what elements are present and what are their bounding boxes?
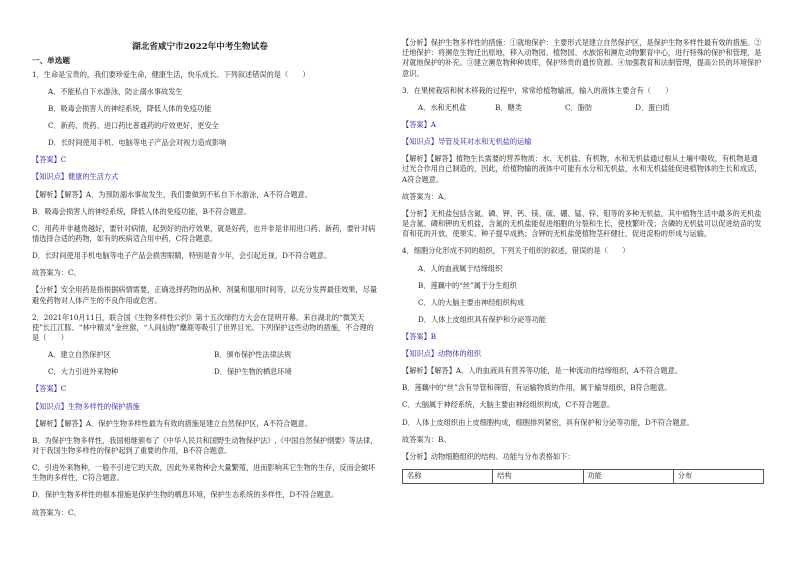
paragraph: 【答案】C — [32, 384, 67, 394]
table-header-cell: 名称 — [403, 469, 493, 483]
paragraph: 【解析】【解答】植物生长需要的营养物质：水、无机盐、有机物，水和无机盐通过根从土壤中吸收，有机物是通过光合作用自己制造的，因此，给植物输的液体中可能有水分和无机盐，水和无机盐能促进植物体的生长和成活，A符合题意。 — [402, 154, 762, 184]
option-label: C．大力引进外来物种 — [48, 367, 119, 377]
paragraph: D．人体上皮组织由上皮细胞构成，细胞排列紧密，具有保护和分泌等功能，D不符合题意。 — [402, 417, 694, 427]
paragraph: 【分析】无机盐包括含氮、磷、钾、钙、镁、硫、硼、锰、锌、钼等的多种无机盐，其中植物生活中最多的无机盐是含氮、磷和钾的无机盐，含氮的无机盐能促进细胞的分裂和生长，使枝繁叶茂；含磷的无机盐可以促进幼苗的发育和花的开放，使果实、种子提早成熟；含钾的无机盐使植物茎秆健壮，促进淀粉的形成与运输。 — [402, 208, 762, 239]
paragraph: D．长时间使用手机、电脑等电子产品会对视力造成影响 — [48, 138, 227, 148]
paragraph: C．引进外来物种，一般不引进它的天敌，因此外来物种会大量繁殖，进而影响其它生物的生存，反而会破坏生物的多样性，C符合题意。 — [32, 463, 376, 483]
right-paragraphs — [402, 38, 764, 462]
paragraph: 2．2021年10月11日，联合国《生物多样性公约》第十五次缔约方大会在昆明开幕。来自湖北的“微笑天使”长江江豚、“林中精灵”金丝猴，“人间仙物”麋鹿等吸引了世界目光。下列保护这些动物的措施，不合理的是（ ） — [32, 312, 374, 343]
doc-title: 湖北省咸宁市2022年中考生物试卷 — [132, 42, 268, 52]
paragraph: 【知识点】导管及其对水和无机盐的运输 — [402, 137, 532, 147]
paragraph: D．保护生物多样性的根本措施是保护生物的栖息环境，保护生态系统的多样性，D不符合题意。 — [32, 490, 339, 500]
right-column — [402, 38, 764, 484]
paragraph: 1．生命是宝贵的，我们要珍爱生命，健康生活，快乐成长。下列叙述错误的是（ ） — [32, 69, 310, 79]
section-title: 一、单选题 — [32, 56, 70, 65]
paragraph: B．莲藕中的“丝”含有导管和筛管，有运输物质的作用，属于输导组织，B符合题意。 — [402, 383, 672, 393]
table-header-row — [403, 469, 764, 483]
option-row — [32, 350, 380, 360]
paragraph: 【知识点】动物体的组织 — [402, 349, 482, 359]
paragraph: 【分析】保护生物多样性的措施：①就地保护：主要形式是建立自然保护区，是保护生物多样性最有效的措施。②迁地保护：将濒危生物迁出原地，移入动物园、植物园、水族馆和濒危动物繁育中心，进行特殊的保护和管理，是对就地保护的补充。③建立濒危物种种质库，保护珍贵的遗传资源。④加强教育和法制管理，提高公民的环境保护意识。 — [402, 38, 762, 78]
paragraph: B．吸毒会损害人的神经系统，降低人体的免疫功能，B不符合题意。 — [32, 206, 252, 216]
paragraph: 【解析】【解答】A．人的血液具有营养等功能，是一种流动的结缔组织，A不符合题意。 — [402, 366, 682, 376]
paragraph: B．莲藕中的“丝”属于分生组织 — [418, 280, 517, 290]
paragraph: 【分析】安全用药是指根据病情需要，正确选择药物的品种、剂量和服用时间等，以充分发挥最佳效果，尽量避免药物对人体产生的不良作用或危害。 — [32, 285, 378, 305]
paragraph: 故答案为：C。 — [32, 507, 81, 517]
table-header-cell: 结构 — [493, 469, 583, 483]
paragraph: 【知识点】健康的生活方式 — [32, 172, 119, 182]
left-paragraphs-after — [32, 384, 380, 517]
option-label: A．建立自然保护区 — [48, 350, 111, 360]
paragraph: C．人的大脑主要由神经组织构成 — [418, 297, 525, 307]
paragraph: A．不能私自下水游泳，防止溺水事故发生 — [48, 86, 183, 96]
paragraph: C．大脑属于神经系统，大脑主要由神经组织构成，C不符合题意。 — [402, 400, 615, 410]
paragraph: A．水和无机盐 B．糖类 C．脂肪 D．蛋白质 — [418, 102, 670, 112]
left-column — [32, 56, 380, 525]
table-header-cell: 分布 — [673, 469, 763, 483]
paragraph: B．吸毒会损害人的神经系统，降低人体的免疫功能 — [48, 104, 212, 113]
paragraph: 【解析】【解答】A．为预防溺水事故发生，我们要做到不私自下水游泳，A不符合题意。 — [32, 189, 312, 199]
paragraph: 【分析】动物细胞组织的结构、功能与分布表格如下： — [402, 451, 575, 461]
paragraph: 【答案】C — [32, 155, 67, 165]
paragraph: 【知识点】生物多样性的保护措施 — [32, 401, 140, 411]
paragraph: D．人体上皮组织具有保护和分泌等功能 — [418, 314, 546, 324]
paragraph: 故答案为：A。 — [402, 191, 451, 201]
paragraph: C．用药并非越贵越好，要针对病情，起到好的治疗效果，就是好药，也并非是非用进口药、新药，要针对病情选择合适的药物，如有的疾病适合用中药，C符合题意。 — [32, 223, 376, 243]
paragraph: 【解析】【解答】A．保护生物多样性最为有效的措施是建立自然保护区，A不符合题意。 — [32, 418, 312, 428]
paragraph: 【答案】B — [402, 331, 437, 341]
paragraph: 故答案为：B。 — [402, 434, 451, 444]
tissue-table — [402, 469, 764, 484]
paragraph: 【答案】A — [402, 119, 436, 129]
paragraph: B．为保护生物多样性，我国相继颁布了《中华人民共和国野生动物保护法》,《中国自然保护纲要》等法律，对于我国生物多样性的保护起到了重要的作用，B不符合题意。 — [32, 435, 378, 455]
option-row — [32, 367, 380, 377]
left-paragraphs — [32, 70, 380, 344]
table-header-cell: 功能 — [583, 469, 673, 483]
paragraph: 故答案为：C。 — [32, 268, 81, 278]
option-label: D．保护生物的栖息环境 — [214, 367, 292, 377]
option-label: B．颁布保护性法律法规 — [214, 350, 292, 360]
paragraph: A．人的血液属于结缔组织 — [418, 263, 503, 273]
paragraph: C．新药、贵药、进口药比普通药的疗效更好，更安全 — [48, 121, 219, 131]
q2-options — [32, 350, 380, 377]
paragraph: 3．在果树栽培和树木移栽的过程中，常常给植物输液，输入的液体主要含有（ ） — [402, 85, 673, 95]
paragraph: 4．细胞分化形成不同的组织，下列关于组织的叙述，错误的是（ ） — [402, 246, 630, 256]
paragraph: D．长时间使用手机电脑等电子产品会损害眼睛，特别是青少年，会引起近视，D不符合题意。 — [32, 251, 332, 261]
